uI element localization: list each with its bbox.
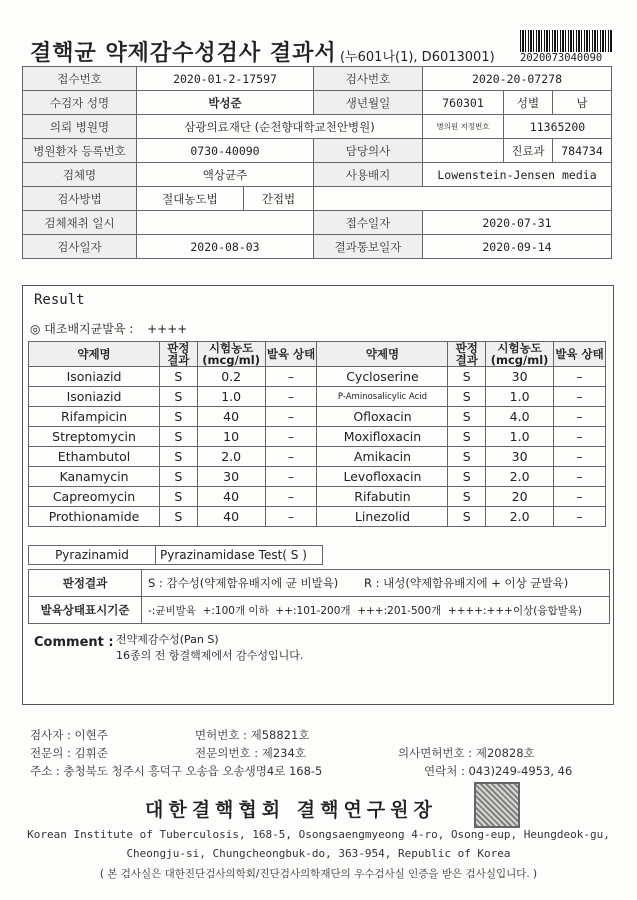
drug-name-cell: Isoniazid [29,387,160,407]
growth-std: -:균비발육 +:100개 이하 ++:101-200개 +++:201-500개 ++++:+++이상(융합발육) [142,597,610,624]
accession-value: 2020-01-2-17597 [137,67,314,91]
drug-result-cell: S [448,467,486,487]
patient-name: 박성준 [137,91,314,115]
table-row [29,507,606,527]
pyrazinamid-value: Pyrazinamidase Test( S ) [156,546,323,565]
drug-growth-cell: – [265,487,317,507]
drug-conc-cell: 1.0 [486,387,554,407]
dob-value: 760301 [423,91,504,115]
growth-label: ◎ 대조배지균발육 : [30,322,134,336]
drug-conc-cell: 30 [486,447,554,467]
doctor-value [423,139,504,163]
result-label: Result [34,292,85,308]
comment-line-2: 16종의 전 항결핵제에서 감수성입니다. [116,649,304,662]
drug-result-cell: S [160,447,198,467]
drug-conc-cell: 1.0 [486,427,554,447]
table-row [29,387,606,407]
drug-conc-cell: 0.2 [197,367,265,387]
hosp-code-value: 11365200 [504,115,612,139]
table-row [29,367,606,387]
report-date-label: 결과통보일자 [314,235,423,259]
drug-result-cell: S [160,507,198,527]
doctor-label: 담당의사 [314,139,423,163]
col-growth: 발육 상태 [554,342,606,367]
growth-value: ++++ [147,322,188,336]
dob-label: 생년월일 [314,91,423,115]
drug-growth-cell: – [554,487,606,507]
patient-no-value: 0730-40090 [137,139,314,163]
dept-value: 784734 [553,139,612,163]
drug-growth-cell: – [265,447,317,467]
drug-conc-cell: 40 [197,407,265,427]
table-row [29,427,606,447]
drug-growth-cell: – [554,407,606,427]
drug-growth-cell: – [554,427,606,447]
drug-conc-cell: 40 [197,507,265,527]
name-label: 수검자 성명 [23,91,137,115]
drug-name-cell: Isoniazid [29,367,160,387]
examiner: 검사자 : 이현주 [30,728,108,742]
judge-r: R : 내성(약제함유배지에 + 이상 균발육) [363,576,569,590]
drug-growth-cell: – [554,367,606,387]
drug-result-cell: S [448,447,486,467]
judge-text [142,570,610,597]
test-date-value: 2020-08-03 [137,235,314,259]
method-absolute: 절대농도법 [137,187,244,211]
comment-text [116,632,303,664]
drug-name-cell: Levofloxacin [317,467,448,487]
drug-conc-cell: 30 [486,367,554,387]
drug-result-cell: S [448,487,486,507]
drug-growth-cell: – [554,447,606,467]
specialist-no: 전문의번호 : 제234호 [195,746,306,760]
patient-info-table [22,66,612,259]
method-indirect: 간접법 [243,187,313,211]
collect-value [137,211,314,235]
received-value: 2020-07-31 [423,211,612,235]
report-date-value: 2020-09-14 [423,235,612,259]
collect-label: 검체채취 일시 [23,211,137,235]
drug-growth-cell: – [265,407,317,427]
address: 주소 : 충청북도 청주시 흥덕구 오송읍 오송생명4로 168-5 [30,764,323,778]
exam-no-label: 검사번호 [314,67,423,91]
accession-label: 접수번호 [23,67,137,91]
drug-growth-cell: – [554,507,606,527]
drug-conc-cell: 2.0 [197,447,265,467]
comment-label: Comment : [34,635,114,650]
drug-name-cell: P-Aminosalicylic Acid [317,387,448,407]
certification-note: ( 본 검사실은 대한진단검사의학회/진단검사의학재단의 우수검사실 인증을 받은 검사실입니다. ) [99,868,538,880]
hospital-label: 의뢰 병원명 [23,115,137,139]
method-blank [314,187,612,211]
specimen-value: 액상균주 [137,163,314,187]
drug-conc-cell: 10 [197,427,265,447]
drug-name-cell: Cycloserine [317,367,448,387]
sex-label: 성별 [504,91,553,115]
drug-conc-cell: 30 [197,467,265,487]
judge-s: S : 감수성(약제함유배지에 균 비발육) [148,576,339,590]
drug-result-cell: S [160,387,198,407]
drug-growth-cell: – [554,467,606,487]
specimen-label: 검체명 [23,163,137,187]
drug-result-cell: S [448,367,486,387]
drug-conc-cell: 4.0 [486,407,554,427]
col-judge: 판정 결과 [448,342,486,367]
barcode-number: 2020073040090 [520,52,603,64]
col-judge: 판정 결과 [160,342,198,367]
drug-conc-cell: 2.0 [486,507,554,527]
drug-name-cell: Rifabutin [317,487,448,507]
drug-name-cell: Kanamycin [29,467,160,487]
table-row [29,407,606,427]
drug-result-cell: S [448,407,486,427]
license: 면허번호 : 제58821호 [195,728,310,742]
col-conc: 시험농도 (mcg/ml) [486,342,554,367]
drug-result-cell: S [448,427,486,447]
doc-code: (누601나(1), D6013001) [340,50,495,65]
specialist: 전문의 : 김휘준 [30,746,108,760]
address-en-1: Korean Institute of Tuberculosis, 168-5, Osongsaengmyeong 4-ro, Osong-eup, Heungdeok-gu, [27,828,610,841]
comment-line-1: 전약제감수성(Pan S) [116,633,219,646]
col-drug: 약제명 [317,342,448,367]
drug-growth-cell: – [265,387,317,407]
drug-name-cell: Ethambutol [29,447,160,467]
hospital-value: 삼광의료재단 (순천향대학교천안병원) [137,115,423,139]
drug-result-cell: S [160,367,198,387]
drug-name-cell: Rifampicin [29,407,160,427]
sex-value: 남 [553,91,612,115]
judge-label: 판정결과 [29,570,142,597]
drug-result-cell: S [448,507,486,527]
table-row [29,487,606,507]
test-date-label: 검사일자 [23,235,137,259]
table-row [29,467,606,487]
exam-no-value: 2020-20-07278 [423,67,612,91]
drug-name-cell: Prothionamide [29,507,160,527]
drug-name-cell: Streptomycin [29,427,160,447]
drug-conc-cell: 1.0 [197,387,265,407]
dept-label: 진료과 [504,139,553,163]
method-label: 검사방법 [23,187,137,211]
col-growth: 발육 상태 [265,342,317,367]
medium-label: 사용배지 [314,163,423,187]
drug-name-cell: Ofloxacin [317,407,448,427]
drug-conc-cell: 40 [197,487,265,507]
address-en-2: Cheongju-si, Chungcheongbuk-do, 363-954, Republic of Korea [126,847,511,860]
barcode-icon [520,30,612,52]
drug-result-cell: S [160,487,198,507]
hosp-code-label: 병의원 지정번호 [423,115,504,139]
legend-table [28,569,610,624]
drug-conc-cell: 2.0 [486,467,554,487]
organization-name: 대한결핵협회 결핵연구원장 [145,799,437,821]
contact: 연락처 : 043)249-4953, 46 [424,764,573,778]
drug-name-cell: Capreomycin [29,487,160,507]
col-conc: 시험농도 (mcg/ml) [197,342,265,367]
drug-result-cell: S [160,467,198,487]
drug-table [28,341,606,527]
drug-growth-cell: – [265,467,317,487]
medium-value: Lowenstein-Jensen media [423,163,612,187]
drug-result-cell: S [160,407,198,427]
pyrazinamid-label: Pyrazinamid [29,546,156,565]
drug-conc-cell: 20 [486,487,554,507]
drug-result-cell: S [448,387,486,407]
report-title: 결핵균 약제감수성검사 결과서 [30,41,337,66]
drug-name-cell: Amikacin [317,447,448,467]
drug-growth-cell: – [554,387,606,407]
pyrazinamid-row [28,545,323,565]
drug-growth-cell: – [265,507,317,527]
drug-result-cell: S [160,427,198,447]
col-drug: 약제명 [29,342,160,367]
growth-std-label: 발육상태표시기준 [29,597,142,624]
md-license: 의사면허번호 : 제20828호 [398,746,535,760]
received-label: 접수일자 [314,211,423,235]
patient-no-label: 병원환자 등록번호 [23,139,137,163]
drug-growth-cell: – [265,427,317,447]
drug-name-cell: Moxifloxacin [317,427,448,447]
seal-icon [474,782,520,828]
drug-name-cell: Linezolid [317,507,448,527]
table-row [29,447,606,467]
control-growth [30,320,187,337]
drug-growth-cell: – [265,367,317,387]
